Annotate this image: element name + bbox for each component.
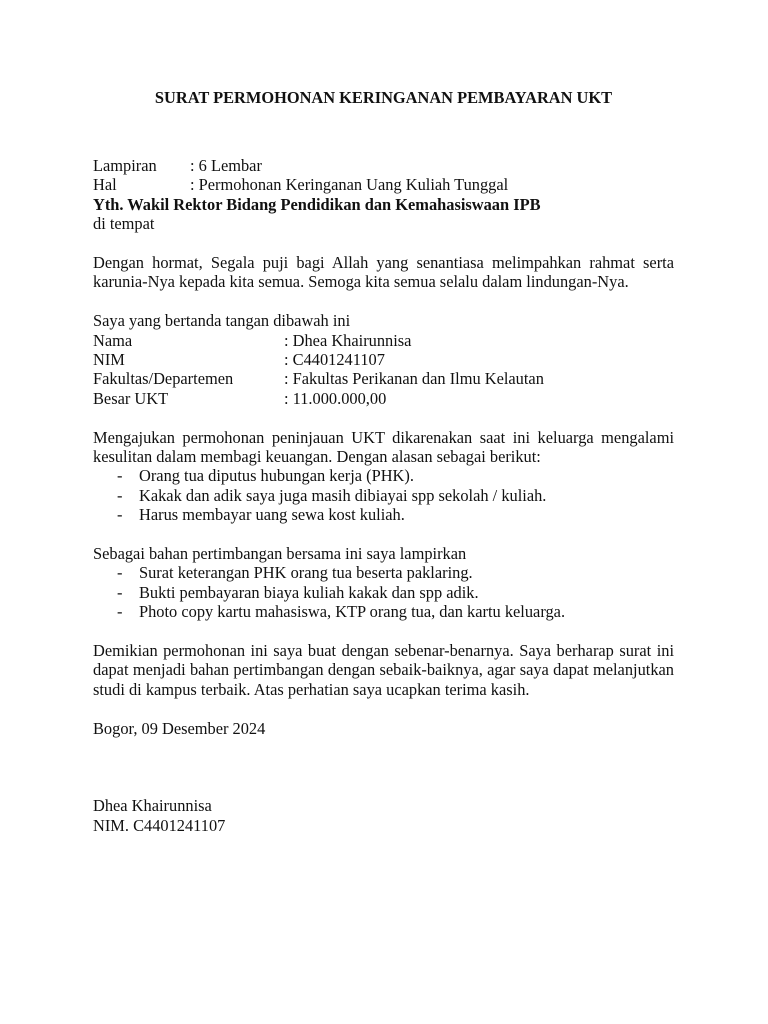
identity-label: NIM: [93, 350, 125, 370]
identity-value: : 11.000.000,00: [284, 388, 387, 408]
identity-intro: Saya yang bertanda tangan dibawah ini: [93, 311, 351, 331]
bullet-dash: -: [117, 602, 123, 622]
list-item-text: Surat keterangan PHK orang tua beserta paklaring.: [139, 563, 473, 583]
identity-value: : C4401241107: [284, 350, 385, 370]
reason-list: [93, 466, 674, 524]
identity-label: Nama: [93, 330, 133, 350]
reason-paragraph: Mengajukan permohonan peninjauan UKT dikarenakan saat ini keluarga mengalami kesulitan dalam membagi keuangan. Dengan alasan sebagai berikut:: [93, 427, 674, 467]
identity-row: [93, 389, 674, 408]
identity-value: : Dhea Khairunnisa: [284, 330, 412, 350]
list-item: [93, 563, 674, 582]
attachments-intro: Sebagai bahan pertimbangan bersama ini saya lampirkan: [93, 544, 467, 564]
attachments-list: [93, 563, 674, 621]
hal-row: [93, 175, 674, 194]
closing-paragraph: Demikian permohonan ini saya buat dengan sebenar-benarnya. Saya berharap surat ini dapat menjadi bahan pertimbangan dengan sebaik-baiknya, agar saya dapat melanjutkan studi di kampus terbaik. Atas perhatian saya ucapkan terima kasih.: [93, 641, 674, 699]
list-item-text: Photo copy kartu mahasiswa, KTP orang tua, dan kartu keluarga.: [139, 602, 566, 622]
identity-row: [93, 369, 674, 388]
identity-label: Fakultas/Departemen: [93, 369, 234, 389]
list-item: [93, 602, 674, 621]
list-item-text: Harus membayar uang sewa kost kuliah.: [139, 505, 405, 525]
signer-name: Dhea Khairunnisa: [93, 796, 212, 816]
list-item: [93, 583, 674, 602]
list-item: [93, 486, 674, 505]
list-item: [93, 466, 674, 485]
hal-label: Hal: [93, 175, 117, 195]
bullet-dash: -: [117, 582, 123, 602]
identity-value: : Fakultas Perikanan dan Ilmu Kelautan: [284, 369, 544, 389]
signer-nim: NIM. C4401241107: [93, 815, 226, 835]
identity-row: [93, 331, 674, 350]
list-item: [93, 505, 674, 524]
identity-label: Besar UKT: [93, 388, 169, 408]
bullet-dash: -: [117, 485, 123, 505]
place-line: di tempat: [93, 214, 155, 234]
lampiran-label: Lampiran: [93, 156, 157, 175]
bullet-dash: -: [117, 466, 123, 486]
identity-table: [93, 331, 674, 409]
opening-paragraph: Dengan hormat, Segala puji bagi Allah yang senantiasa melimpahkan rahmat serta karunia-Nya kepada kita semua. Semoga kita semua selalu dalam lindungan-Nya.: [93, 253, 674, 292]
recipient-line: Yth. Wakil Rektor Bidang Pendidikan dan Kemahasiswaan IPB: [93, 194, 541, 214]
list-item-text: Bukti pembayaran biaya kuliah kakak dan spp adik.: [139, 582, 479, 602]
bullet-dash: -: [117, 563, 123, 583]
hal-value: : Permohonan Keringanan Uang Kuliah Tunggal: [190, 175, 509, 195]
list-item-text: Orang tua diputus hubungan kerja (PHK).: [139, 466, 414, 486]
place-date: Bogor, 09 Desember 2024: [93, 718, 266, 738]
lampiran-row: [93, 156, 674, 175]
letter-title: SURAT PERMOHONAN KERINGANAN PEMBAYARAN UKT: [154, 88, 613, 107]
bullet-dash: -: [117, 505, 123, 525]
list-item-text: Kakak dan adik saya juga masih dibiayai spp sekolah / kuliah.: [139, 485, 547, 505]
identity-row: [93, 350, 674, 369]
lampiran-value: : 6 Lembar: [190, 156, 262, 175]
letter-page: [93, 88, 674, 835]
